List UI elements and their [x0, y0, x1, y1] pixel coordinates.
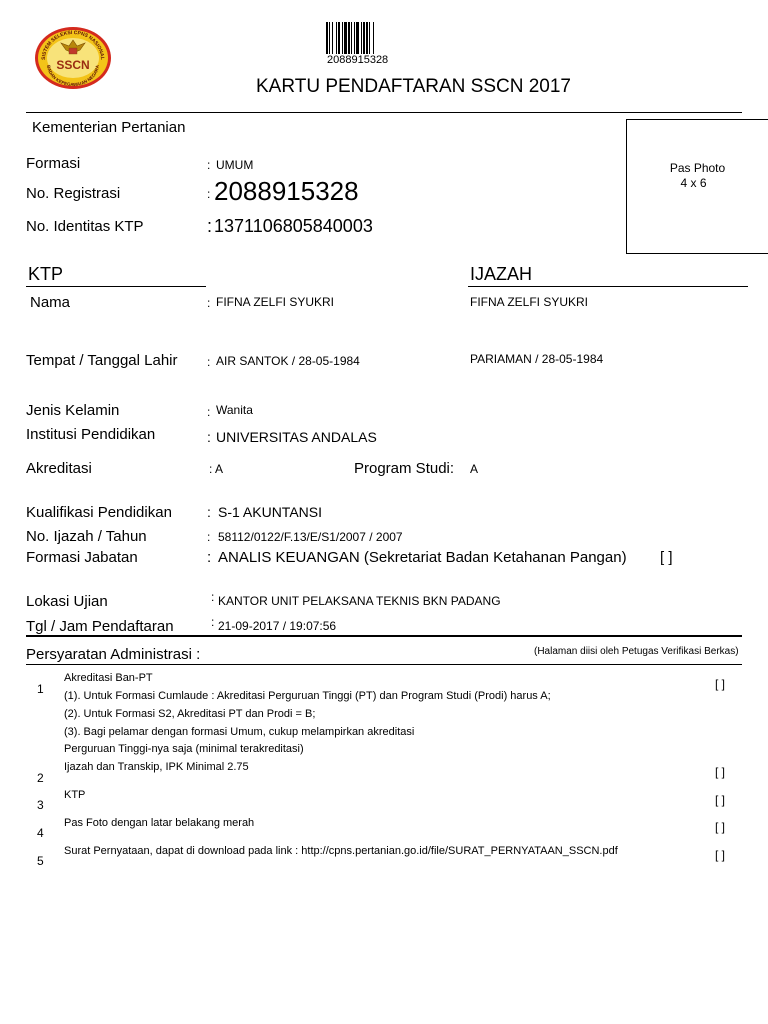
ktp-number-value: 1371106805840003 [214, 216, 373, 236]
prodi-value: A [470, 462, 479, 476]
colon: : [211, 615, 215, 629]
requirement-text: Pas Foto dengan latar belakang merah [64, 817, 255, 829]
jenis-kelamin-label: Jenis Kelamin [26, 402, 120, 419]
section-divider [26, 635, 742, 637]
colon: : [207, 216, 213, 236]
institusi-label: Institusi Pendidikan [26, 426, 156, 443]
jenis-kelamin-value: Wanita [216, 403, 253, 417]
lokasi-value: KANTOR UNIT PELAKSANA TEKNIS BKN PADANG [218, 594, 501, 608]
instansi: Kementerian Pertanian [32, 119, 186, 136]
requirement-number: 1 [37, 682, 44, 696]
ijazah-header: IJAZAH [470, 264, 533, 284]
tgl-label: Tgl / Jam Pendaftaran [26, 618, 174, 635]
requirement-checkbox: [ ] [715, 820, 726, 834]
registrasi-value: 2088915328 [214, 176, 359, 206]
nama-ijazah: FIFNA ZELFI SYUKRI [470, 295, 589, 309]
ttl-label: Tempat / Tanggal Lahir [26, 352, 178, 369]
kualifikasi-value: S-1 AKUNTANSI [218, 504, 322, 520]
jabatan-label: Formasi Jabatan [26, 549, 138, 566]
ktp-underline [26, 286, 206, 287]
sscn-logo [33, 26, 113, 90]
requirement-text: Akreditasi Ban-PT [64, 672, 153, 684]
header-divider [26, 112, 742, 113]
colon: : [207, 405, 211, 419]
institusi-value: UNIVERSITAS ANDALAS [216, 429, 377, 445]
ttl-ktp: AIR SANTOK / 28-05-1984 [216, 354, 360, 368]
barcode [326, 22, 398, 54]
colon: : [207, 187, 211, 201]
requirement-checkbox: [ ] [715, 765, 726, 779]
lokasi-label: Lokasi Ujian [26, 593, 108, 610]
colon: : [207, 355, 211, 369]
colon: : [209, 462, 213, 476]
persyaratan-underline [26, 664, 742, 665]
ijazah-underline [468, 286, 748, 287]
colon: : [207, 530, 211, 544]
ijazah-value: 58112/0122/F.13/E/S1/2007 / 2007 [218, 530, 403, 544]
requirement-text: KTP [64, 789, 86, 801]
akreditasi-value: A [215, 462, 224, 476]
prodi-label: Program Studi: [354, 460, 455, 477]
requirement-text: (1). Untuk Formasi Cumlaude : Akreditasi Perguruan Tinggi (PT) dan Program Studi (Prodi) harus A; [64, 690, 551, 702]
ttl-ijazah: PARIAMAN / 28-05-1984 [470, 352, 604, 366]
logo-ring-bottom: BADAN KEPEGAWAIAN NEGARA [45, 64, 101, 88]
jabatan-value: ANALIS KEUANGAN (Sekretariat Badan Ketahanan Pangan) [218, 549, 627, 566]
photo-size: 4 x 6 [680, 176, 707, 190]
formasi-label: Formasi [26, 155, 81, 172]
colon: : [207, 504, 211, 520]
formasi-value: UMUM [216, 158, 254, 172]
requirement-checkbox: [ ] [715, 848, 726, 862]
requirement-number: 4 [37, 826, 44, 840]
requirement-text: Surat Pernyataan, dapat di download pada link : http://cpns.pertanian.go.id/file/SURAT_PERNYATAAN_SSCN.pdf [64, 845, 618, 857]
photo-label: Pas Photo [669, 161, 726, 175]
colon: : [207, 158, 211, 172]
requirement-checkbox: [ ] [715, 677, 726, 691]
requirement-checkbox: [ ] [715, 793, 726, 807]
barcode-number: 2088915328 [327, 54, 389, 66]
colon: : [211, 590, 215, 604]
akreditasi-label: Akreditasi [26, 460, 92, 477]
colon: : [207, 549, 212, 566]
nama-ktp: FIFNA ZELFI SYUKRI [216, 295, 335, 309]
registrasi-label: No. Registrasi [26, 185, 121, 202]
requirement-number: 2 [37, 771, 44, 785]
logo-text: SSCN [56, 58, 90, 72]
nama-label: Nama [30, 294, 71, 311]
colon: : [207, 429, 211, 445]
persyaratan-title: Persyaratan Administrasi : [26, 646, 201, 663]
requirement-text: (3). Bagi pelamar dengan formasi Umum, cukup melampirkan akreditasi [64, 726, 415, 738]
requirement-text: Ijazah dan Transkip, IPK Minimal 2.75 [64, 761, 249, 773]
requirement-text: Perguruan Tinggi-nya saja (minimal terakreditasi) [64, 743, 304, 755]
photo-box [626, 119, 768, 254]
tgl-value: 21-09-2017 / 19:07:56 [218, 619, 337, 633]
persyaratan-note: (Halaman diisi oleh Petugas Verifikasi Berkas) [534, 646, 739, 657]
jabatan-check: [ ] [660, 549, 673, 566]
ijazah-label: No. Ijazah / Tahun [26, 528, 147, 545]
ktp-number-label: No. Identitas KTP [26, 218, 144, 235]
page-title: KARTU PENDAFTARAN SSCN 2017 [256, 76, 571, 97]
kualifikasi-label: Kualifikasi Pendidikan [26, 504, 172, 521]
requirement-number: 3 [37, 798, 44, 812]
colon: : [207, 296, 211, 310]
logo-ring-top: SISTEM SELEKSI CPNS NASIONAL [40, 29, 106, 61]
ktp-header: KTP [28, 264, 64, 284]
requirement-text: (2). Untuk Formasi S2, Akreditasi PT dan Prodi = B; [64, 708, 316, 720]
requirement-number: 5 [37, 854, 44, 868]
